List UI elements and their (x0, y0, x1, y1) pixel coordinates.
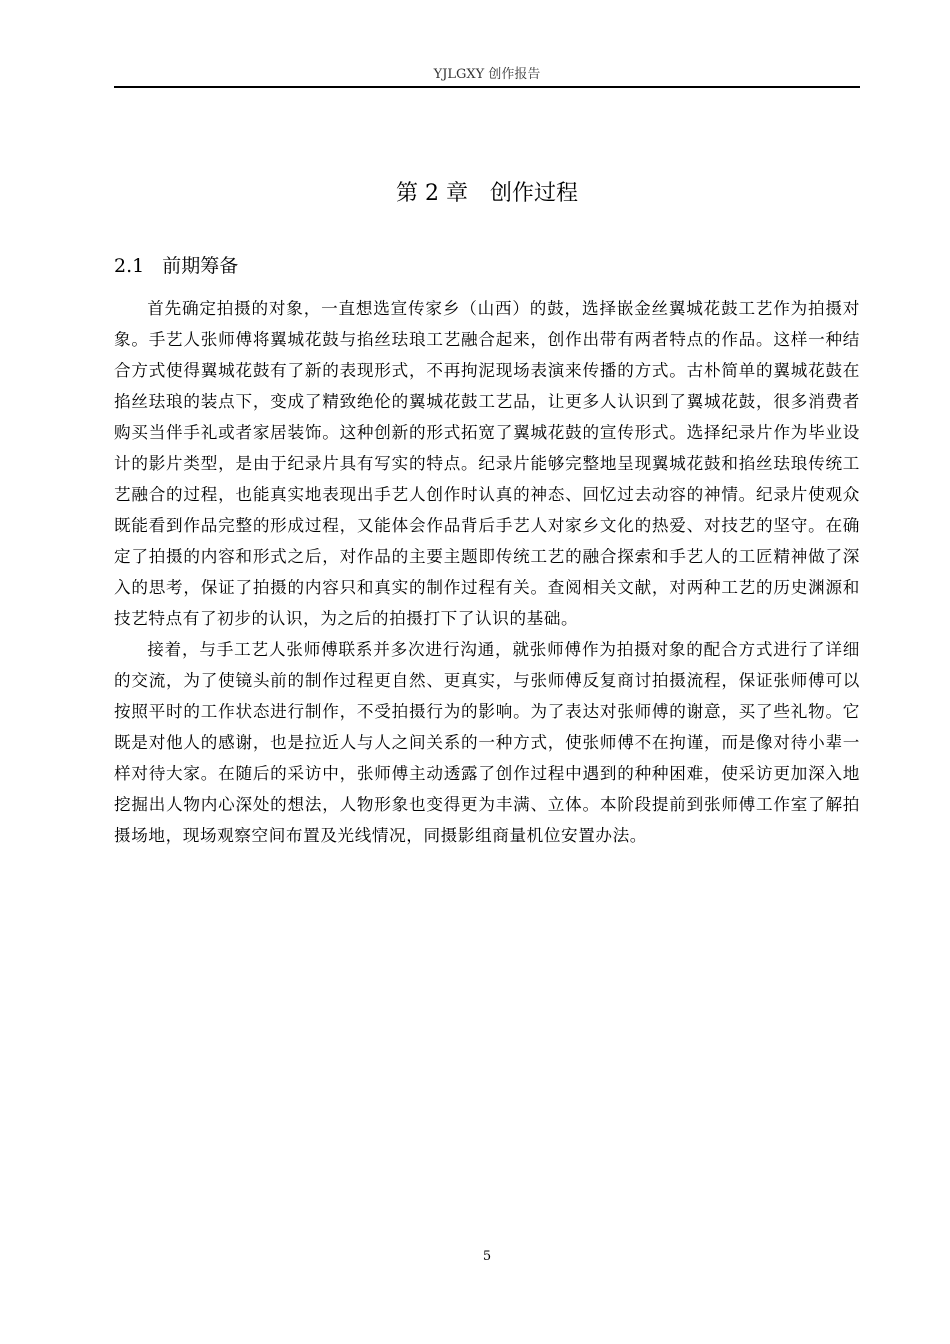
running-header (114, 66, 860, 84)
section-number: 2.1 (114, 255, 145, 277)
body-text (114, 293, 860, 851)
header-divider (114, 86, 860, 88)
chapter-number: 第 2 章 (396, 181, 468, 206)
section-name: 前期筹备 (162, 255, 239, 277)
section-title (114, 252, 238, 280)
paragraph: 接着，与手工艺人张师傅联系并多次进行沟通，就张师傅作为拍摄对象的配合方式进行了详细的交流，为了使镜头前的制作过程更自然、更真实，与张师傅反复商讨拍摄流程，保证张师傅可以按照平时的工作状态进行制作，不受拍摄行为的影响。为了表达对张师傅的谢意，买了些礼物。它既是对他人的感谢，也是拉近人与人之间关系的一种方式，使张师傅不在拘谨，而是像对待小辈一样对待大家。在随后的采访中，张师傅主动透露了创作过程中遇到的种种困难，使采访更加深入地挖掘出人物内心深处的想法，人物形象也变得更为丰满、立体。本阶段提前到张师傅工作室了解拍摄场地，现场观察空间布置及光线情况，同摄影组商量机位安置办法。 (114, 640, 860, 845)
page-number: 5 (482, 1249, 492, 1264)
paragraph: 首先确定拍摄的对象，一直想选宣传家乡（山西）的鼓，选择嵌金丝翼城花鼓工艺作为拍摄对象。手艺人张师傅将翼城花鼓与掐丝珐琅工艺融合起来，创作出带有两者特点的作品。这样一种结合方式使得翼城花鼓有了新的表现形式，不再拘泥现场表演来传播的方式。古朴简单的翼城花鼓在掐丝珐琅的装点下，变成了精致绝伦的翼城花鼓工艺品，让更多人认识到了翼城花鼓，很多消费者购买当伴手礼或者家居装饰。这种创新的形式拓宽了翼城花鼓的宣传形式。选择纪录片作为毕业设计的影片类型，是由于纪录片具有写实的特点。纪录片能够完整地呈现翼城花鼓和掐丝珐琅传统工艺融合的过程，也能真实地表现出手艺人创作时认真的神态、回忆过去动容的神情。纪录片使观众既能看到作品完整的形成过程，又能体会作品背后手艺人对家乡文化的热爱、对技艺的坚守。在确定了拍摄的内容和形式之后，对作品的主要主题即传统工艺的融合探索和手艺人的工匠精神做了深入的思考，保证了拍摄的内容只和真实的制作过程有关。查阅相关文献，对两种工艺的历史渊源和技艺特点有了初步的认识，为之后的拍摄打下了认识的基础。 (114, 299, 860, 628)
running-header-title: YJLGXY 创作报告 (433, 67, 541, 82)
chapter-name: 创作过程 (489, 181, 578, 206)
chapter-title (114, 178, 860, 210)
